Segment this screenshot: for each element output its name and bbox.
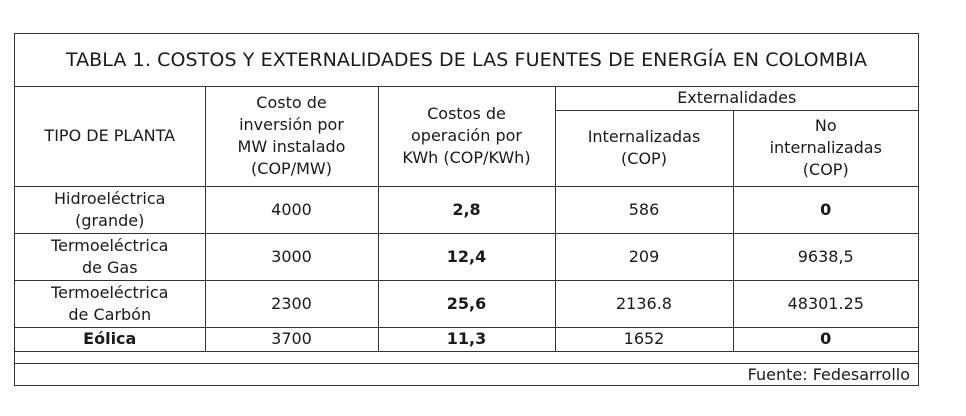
cell-inversion: 3700 <box>205 327 378 351</box>
header-internalizadas <box>555 110 733 186</box>
header-line: operación por <box>411 126 522 146</box>
cell-inversion: 2300 <box>205 280 378 327</box>
cell-inversion: 4000 <box>205 186 378 233</box>
planta-line: de Gas <box>81 257 138 277</box>
cell-operacion: 11,3 <box>378 327 555 351</box>
table-row <box>15 280 918 327</box>
header-line: internalizadas <box>769 138 882 157</box>
planta-line: de Carbón <box>68 304 152 324</box>
cell-no-internalizadas: 0 <box>733 186 918 233</box>
cell-planta: Eólica <box>15 327 205 351</box>
header-line: inversión por <box>239 115 344 135</box>
cell-operacion: 25,6 <box>378 280 555 327</box>
header-costos-operacion <box>378 87 555 186</box>
cell-operacion: 12,4 <box>378 233 555 280</box>
header-line: No <box>814 116 837 135</box>
table-row <box>15 233 918 280</box>
planta-line: (grande) <box>75 210 145 230</box>
header-line: (COP) <box>621 149 667 168</box>
table-title: TABLA 1. COSTOS Y EXTERNALIDADES DE LAS FUENTES DE ENERGÍA EN COLOMBIA <box>15 34 918 87</box>
header-costo-inversion <box>205 87 378 186</box>
cell-no-internalizadas: 48301.25 <box>733 280 918 327</box>
table-row <box>15 186 918 233</box>
cell-internalizadas: 586 <box>555 186 733 233</box>
cell-inversion: 3000 <box>205 233 378 280</box>
source-note: Fuente: Fedesarrollo <box>15 363 918 385</box>
table-frame <box>14 33 919 386</box>
cell-planta <box>15 186 205 233</box>
cell-planta <box>15 233 205 280</box>
energy-costs-table <box>15 87 918 352</box>
planta-line: Hidroeléctrica <box>54 188 166 208</box>
cell-no-internalizadas: 0 <box>733 327 918 351</box>
header-externalidades: Externalidades <box>555 87 918 110</box>
table-row <box>15 327 918 351</box>
header-line: Internalizadas <box>587 127 701 146</box>
header-line: (COP) <box>802 160 849 179</box>
header-line: (COP/MW) <box>251 159 332 179</box>
cell-operacion: 2,8 <box>378 186 555 233</box>
planta-line: Termoeléctrica <box>51 235 169 255</box>
header-line: Costos de <box>427 104 506 124</box>
header-line: KWh (COP/KWh) <box>402 148 531 168</box>
cell-no-internalizadas: 9638,5 <box>733 233 918 280</box>
header-row-1 <box>15 87 918 110</box>
header-line: MW instalado <box>237 137 346 157</box>
header-line: Costo de <box>256 93 327 113</box>
cell-internalizadas: 2136.8 <box>555 280 733 327</box>
header-tipo-planta: TIPO DE PLANTA <box>15 87 205 186</box>
cell-internalizadas: 209 <box>555 233 733 280</box>
cell-internalizadas: 1652 <box>555 327 733 351</box>
planta-line: Termoeléctrica <box>51 282 169 302</box>
header-no-internalizadas <box>733 110 918 186</box>
cell-planta <box>15 280 205 327</box>
